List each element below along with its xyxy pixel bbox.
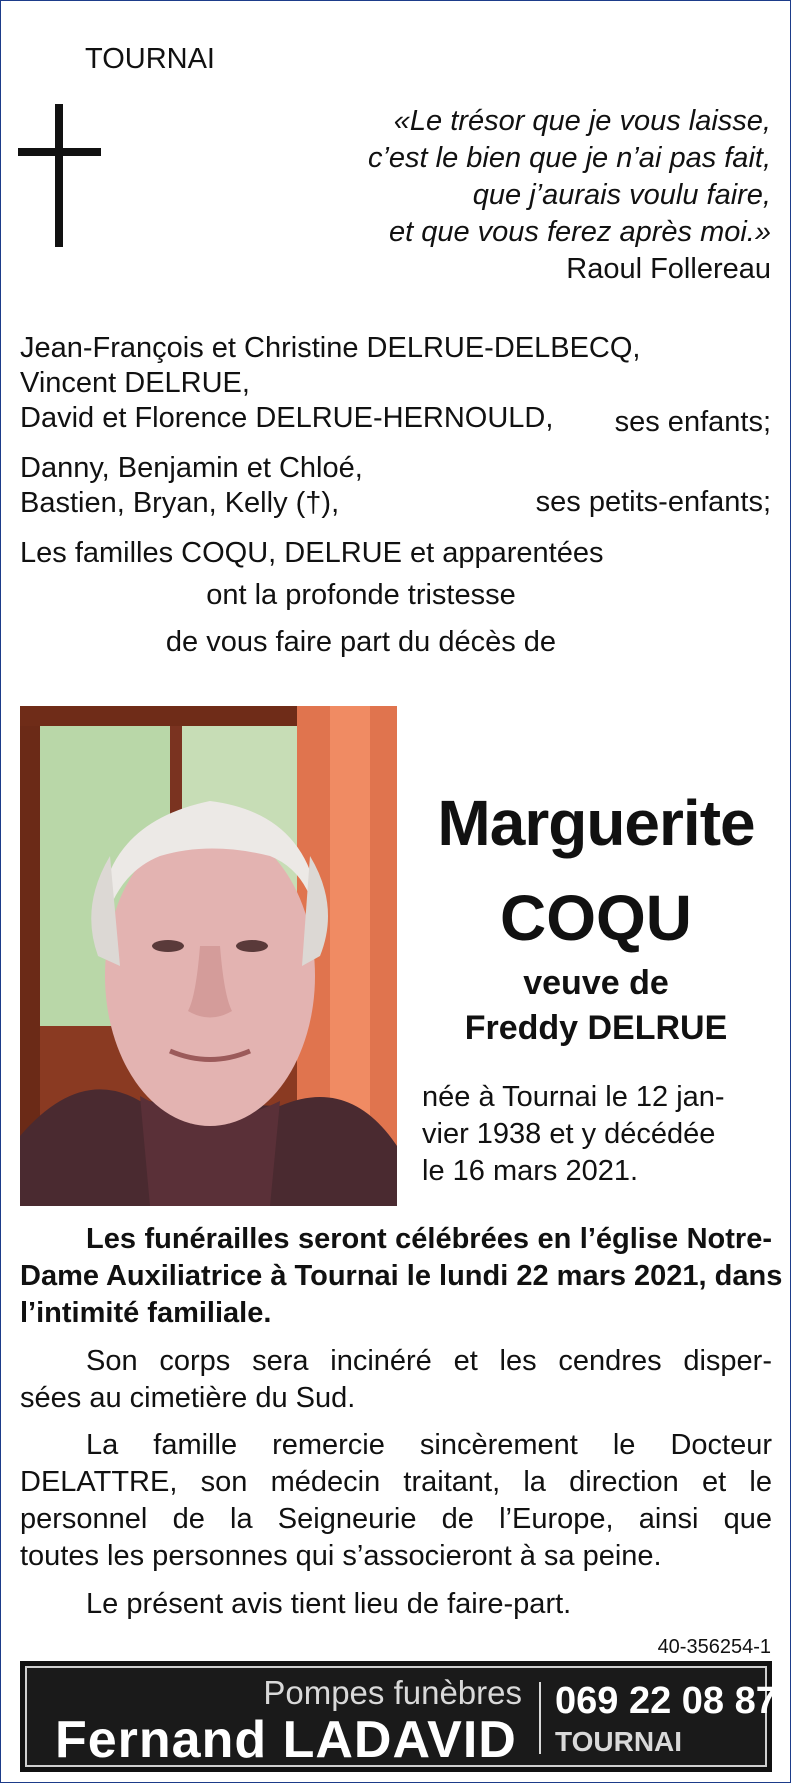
grandchildren-role: ses petits-enfants; (535, 486, 771, 518)
paragraph-line: sées au cimetière du Sud. (20, 1382, 356, 1414)
family-line: Danny, Benjamin et Chloé, (20, 452, 363, 484)
banner-divider (539, 1682, 541, 1754)
family-line: Jean-François et Christine DELRUE-DELBECQ, (20, 332, 641, 364)
quote-line: que j’aurais voulu faire, (472, 179, 771, 211)
family-line: David et Florence DELRUE-HERNOULD, (20, 402, 554, 434)
funeral-home-title: Pompes funèbres (263, 1674, 522, 1711)
paragraph-line: La famille remercie sincèrement le Docteur (86, 1429, 772, 1461)
quote-block (368, 103, 771, 288)
family-line: Bastien, Bryan, Kelly (†), (20, 487, 340, 519)
reference-number: 40-356254-1 (657, 1636, 771, 1658)
deceased-first-name: Marguerite (437, 787, 755, 859)
funeral-home-name: Fernand LADAVID (55, 1711, 517, 1769)
family-line: Vincent DELRUE, (20, 367, 250, 399)
paragraph-line: toutes les personnes qui s’associeront à sa peine. (20, 1540, 662, 1572)
deceased-last-name: COQU (500, 882, 692, 954)
children-list (20, 331, 640, 436)
paragraph-line: DELATTRE, son médecin traitant, la direction et le (20, 1466, 772, 1498)
children-role: ses enfants; (614, 406, 771, 438)
quote-line: c’est le bien que je n’ai pas fait, (367, 142, 771, 174)
paragraph-line: l’intimité familiale. (20, 1297, 272, 1329)
funeral-paragraph (20, 1221, 783, 1332)
spouse-name: Freddy DELRUE (464, 1009, 728, 1047)
announce-line: ont la profonde tristesse (206, 579, 516, 611)
quote-line: et que vous ferez après moi.» (388, 216, 771, 248)
announce-line: de vous faire part du décès de (165, 626, 557, 658)
families-line: Les familles COQU, DELRUE et apparentées (20, 537, 604, 569)
paragraph-line: Dame Auxiliatrice à Tournai le lundi 22 mars 2021, dans (20, 1260, 783, 1292)
quote-line: «Le trésor que je vous laisse, (393, 105, 771, 137)
paragraph-line: personnel de la Seigneurie de l’Europe, ainsi que (20, 1503, 772, 1535)
grandchildren-list (20, 451, 363, 521)
thanks-paragraph (20, 1427, 772, 1575)
paragraph-line: Son corps sera incinéré et les cendres disper- (86, 1345, 772, 1377)
dates-line: vier 1938 et y décédée (422, 1118, 716, 1150)
deceased-photo (20, 706, 397, 1206)
city-header: TOURNAI (85, 43, 215, 75)
dates-line: née à Tournai le 12 jan- (422, 1081, 725, 1113)
widow-of-label: veuve de (523, 964, 669, 1002)
cross-icon (18, 104, 101, 247)
paragraph-line: Les funérailles seront célébrées en l’église Notre- (86, 1223, 772, 1255)
funeral-home-phone: 069 22 08 87 (555, 1680, 777, 1722)
dates-line: le 16 mars 2021. (422, 1155, 639, 1187)
quote-author: Raoul Follereau (566, 253, 771, 285)
funeral-home-city: TOURNAI (555, 1726, 683, 1757)
notice-paragraph (20, 1586, 772, 1623)
paragraph-line: Le présent avis tient lieu de faire-part. (86, 1588, 572, 1620)
cremation-paragraph (20, 1343, 772, 1417)
funeral-home-banner (20, 1661, 777, 1772)
